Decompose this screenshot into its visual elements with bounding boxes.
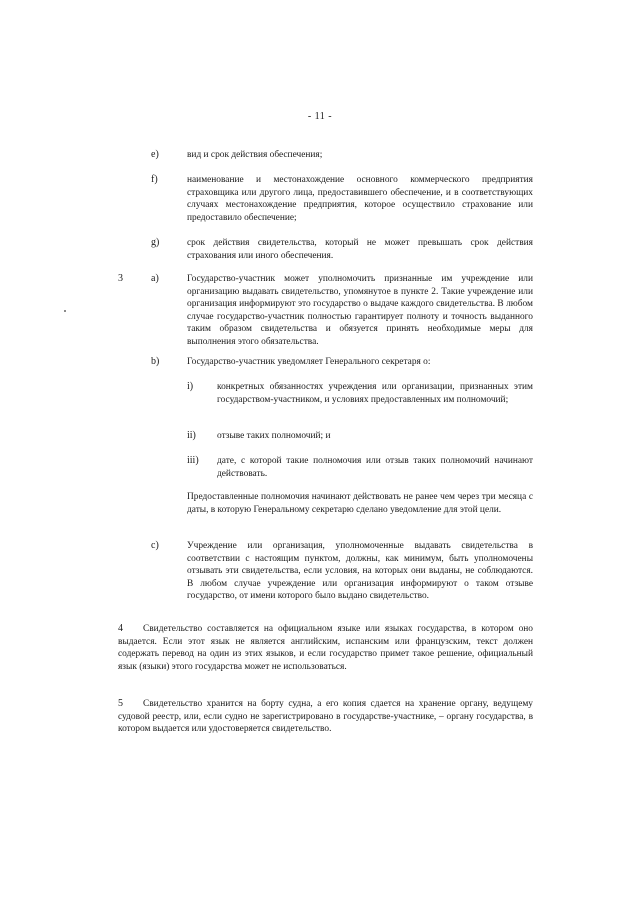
item-e-label: e) — [151, 149, 159, 160]
subitem-i-text: конкретных обязанностях учреждения или организации, признанных этим государством-участником, и условиях предоставленных им полномочий; — [217, 382, 533, 405]
subitem-iii-text: дате, с которой такие полномочия или отзыв таких полномочий начинают действовать. — [217, 456, 533, 479]
paragraph-3-number: 3 — [118, 273, 123, 284]
paragraph-3c-label: c) — [151, 540, 159, 551]
item-f-label: f) — [151, 174, 158, 185]
paragraph-4-number: 4 — [118, 623, 123, 634]
page-number: - 11 - — [307, 111, 333, 122]
item-g-label: g) — [151, 237, 160, 248]
paragraph-3b-closing: Предоставленные полномочия начинают действовать не ранее чем через три месяца с даты, в которую Генеральному секретарю сделано уведомление для этой цели. — [187, 492, 533, 515]
subitem-ii-label: ii) — [187, 430, 196, 441]
paragraph-3a-label: a) — [151, 273, 159, 284]
item-e-text: вид и срок действия обеспечения; — [187, 150, 323, 160]
subitem-iii-label: iii) — [187, 455, 199, 466]
paragraph-5-number: 5 — [118, 698, 123, 709]
subitem-ii-text: отзыве таких полномочий; и — [217, 431, 331, 441]
item-g-text: срок действия свидетельства, который не может превышать срок действия страхования или иного обеспечения. — [187, 238, 533, 261]
scan-speck — [64, 310, 66, 312]
subitem-i-label: i) — [187, 381, 194, 392]
paragraph-5-text: Свидетельство хранится на борту судна, а его копия сдается на хранение органу, ведущему судовой реестр, или, если судно не зарегистрировано в государстве-участнике, – органу государства, в котором выдается или удостоверяется свидетельство. — [118, 699, 533, 735]
paragraph-3b-text: Государство-участник уведомляет Генерального секретаря о: — [187, 357, 431, 367]
paragraph-4-text: Свидетельство составляется на официальном языке или языках государства, в котором оно выдается. Если этот язык не является английским, испанским или французским, текст должен содержать перевод на один из этих языков, и если государство примет такое решение, официальный язык (языки) этого государства может не использоваться. — [118, 624, 533, 672]
paragraph-3b-label: b) — [151, 356, 160, 367]
paragraph-3a-text: Государство-участник может уполномочить признанные им учреждение или организацию выдавать свидетельство, упомянутое в пункте 2. Такие учреждение или организация информируют это государство о выдаче каждого свидетельства. В любом случае государство-участник полностью гарантирует полноту и точность выданного таким образом свидетельства и обязуется принять необходимые меры для выполнения этого обязательства. — [187, 274, 533, 347]
item-f-text: наименование и местонахождение основного коммерческого предприятия страховщика или другого лица, предоставившего обеспечение, и в соответствующих случаях местонахождение предприятия, которое осуществило страхование или предоставило обеспечение; — [187, 175, 533, 223]
paragraph-3c-text: Учреждение или организация, уполномоченные выдавать свидетельства в соответствии с настоящим пунктом, должны, как минимум, быть уполномочены отзывать эти свидетельства, если условия, на которых они выданы, не соблюдаются. В любом случае учреждение или организация информируют о таком отзыве государство, от имени которого было выдано свидетельство. — [187, 541, 533, 602]
